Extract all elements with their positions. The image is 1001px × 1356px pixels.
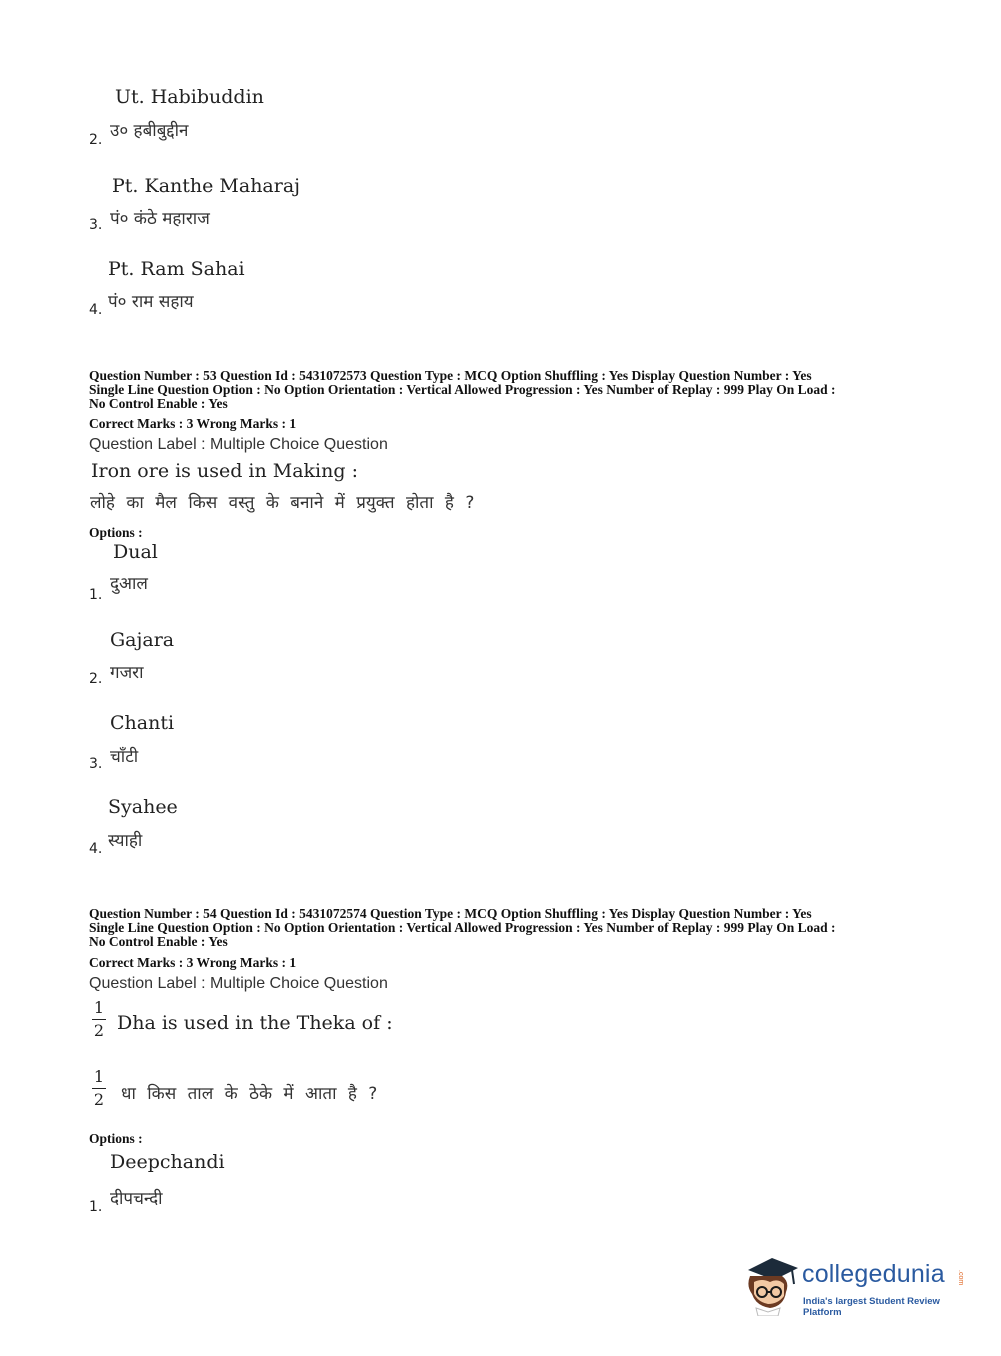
- fraction-bar: [92, 1019, 106, 1020]
- q53-option-2-number: 2.: [89, 671, 103, 687]
- q53-option-1-hindi: दुआल: [110, 574, 148, 594]
- q53-option-2-english: Gajara: [110, 629, 175, 651]
- collegedunia-logo[interactable]: [742, 1252, 972, 1316]
- q53-question-english: Iron ore is used in Making :: [91, 460, 358, 482]
- q53-option-3-hindi: चाँटी: [110, 747, 139, 767]
- fraction-numerator: 1: [93, 998, 105, 1017]
- logo-dotcom-text: .com: [957, 1270, 964, 1286]
- q53-option-1-number: 1.: [89, 587, 103, 603]
- q53-option-1-english: Dual: [113, 541, 158, 563]
- q53-meta-line-3: No Control Enable : Yes: [89, 396, 228, 411]
- q54-marks: Correct Marks : 3 Wrong Marks : 1: [89, 955, 297, 970]
- prev-option-3-english: Pt. Kanthe Maharaj: [112, 175, 301, 197]
- logo-tagline: India's largest Student Review Platform: [803, 1296, 940, 1318]
- q53-option-2-hindi: गजरा: [110, 663, 144, 683]
- q54-question-hindi: धा किस ताल के ठेके में आता है ?: [121, 1084, 378, 1104]
- fraction-numerator: 1: [93, 1067, 105, 1086]
- prev-option-3-number: 3.: [89, 217, 103, 233]
- prev-option-4-number: 4.: [89, 302, 103, 318]
- q53-option-3-english: Chanti: [110, 712, 175, 734]
- logo-brand-text: collegedunia: [802, 1260, 945, 1288]
- q54-fraction-hindi: [92, 1067, 106, 1109]
- q53-meta-line-2: Single Line Question Option : No Option Orientation : Vertical Allowed Progression : Yes Number of Replay : 999 Play On Load :: [89, 382, 836, 397]
- prev-option-4-english: Pt. Ram Sahai: [108, 258, 245, 280]
- prev-option-3-hindi: पं० कंठे महाराज: [110, 209, 210, 229]
- q54-options-label: Options :: [89, 1131, 143, 1146]
- q53-options-label: Options :: [89, 525, 143, 540]
- prev-option-2-english: Ut. Habibuddin: [115, 86, 264, 108]
- fraction-denominator: 2: [93, 1090, 105, 1109]
- q53-option-4-number: 4.: [89, 841, 103, 857]
- q53-option-4-hindi: स्याही: [108, 831, 143, 851]
- prev-option-2-number: 2.: [89, 132, 103, 148]
- q54-meta-line-1: Question Number : 54 Question Id : 5431072574 Question Type : MCQ Option Shuffling : Yes Display Question Number : Yes: [89, 906, 812, 921]
- q54-question-label: Question Label : Multiple Choice Question: [89, 975, 388, 992]
- q54-meta-line-2: Single Line Question Option : No Option Orientation : Vertical Allowed Progression : Yes Number of Replay : 999 Play On Load :: [89, 920, 836, 935]
- q53-marks: Correct Marks : 3 Wrong Marks : 1: [89, 416, 297, 431]
- q53-option-3-number: 3.: [89, 756, 103, 772]
- q53-meta-line-1: Question Number : 53 Question Id : 5431072573 Question Type : MCQ Option Shuffling : Yes Display Question Number : Yes: [89, 368, 812, 383]
- q54-fraction-english: [92, 998, 106, 1040]
- q54-option-1-english: Deepchandi: [110, 1151, 225, 1173]
- q53-question-hindi: लोहे का मैल किस वस्तु के बनाने में प्रयुक्त होता है ?: [90, 493, 475, 513]
- q53-question-label: Question Label : Multiple Choice Question: [89, 436, 388, 453]
- q54-option-1-number: 1.: [89, 1199, 103, 1215]
- fraction-denominator: 2: [93, 1021, 105, 1040]
- q54-option-1-hindi: दीपचन्दी: [110, 1189, 163, 1209]
- fraction-bar: [92, 1088, 106, 1089]
- q54-meta-line-3: No Control Enable : Yes: [89, 934, 228, 949]
- prev-option-4-hindi: पं० राम सहाय: [108, 292, 194, 312]
- prev-option-2-hindi: उ० हबीबुद्दीन: [110, 121, 189, 141]
- q53-option-4-english: Syahee: [108, 796, 178, 818]
- mascot-icon: [742, 1252, 800, 1316]
- q54-question-english: Dha is used in the Theka of :: [117, 1012, 393, 1034]
